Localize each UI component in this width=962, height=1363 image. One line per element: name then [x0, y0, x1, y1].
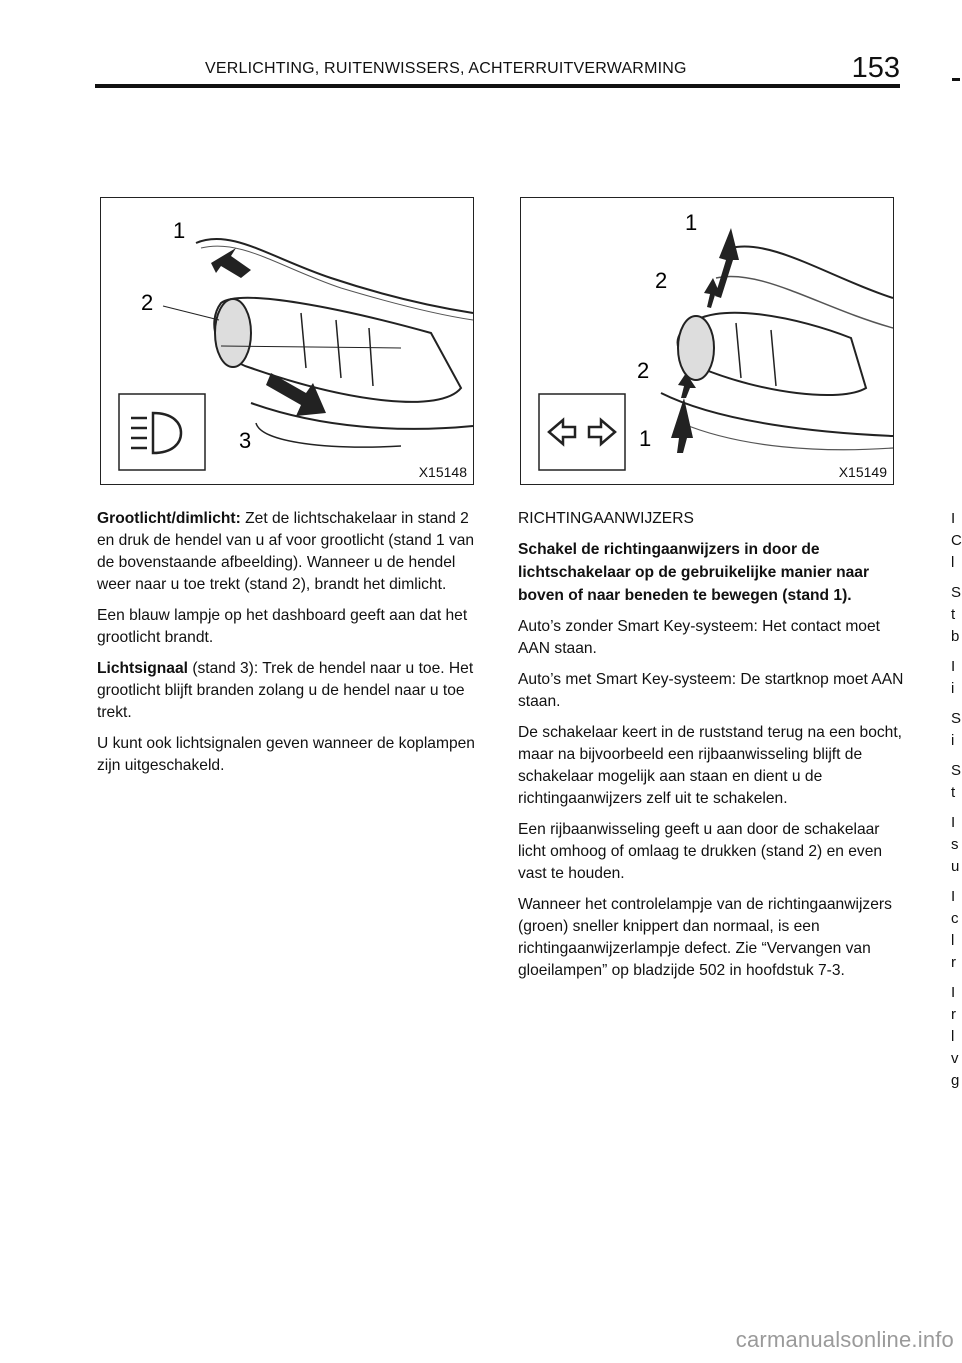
- label-2: 2: [141, 290, 154, 315]
- edge-mark: [952, 78, 960, 81]
- figure-code: X15149: [838, 464, 887, 480]
- lever-illustration: [101, 198, 475, 486]
- blue-indicator-paragraph: Een blauw lampje op het dashboard geeft aan dat het grootlicht brandt.: [97, 607, 468, 646]
- flash-off-paragraph: U kunt ook lichtsignalen geven wanneer de koplampen zijn uitgeschakeld.: [97, 735, 475, 774]
- right-column: [518, 508, 904, 991]
- adjacent-page-fragment: I C l S t b I i S i S t I s u I c l r I r l v g: [951, 510, 962, 1089]
- high-low-beam-paragraph: Grootlicht/dimlicht: Zet de lichtschakelaar in stand 2 en druk de hendel van u af voor grootlicht (stand 1 van de bovenstaande afbeelding). Wanneer u de hendel weer naar u toe trekt (stand 2), brandt het dimlicht.: [97, 510, 475, 593]
- high-low-beam-heading: Grootlicht/dimlicht:: [97, 510, 241, 527]
- header-rule: [95, 84, 900, 88]
- label-2-bottom: 2: [637, 358, 650, 383]
- with-smart-key: Auto’s met Smart Key-systeem: De startknop moet AAN staan.: [518, 671, 904, 710]
- label-3: 3: [239, 428, 252, 453]
- label-1-bottom: 1: [639, 426, 652, 451]
- lever-illustration: [521, 198, 895, 486]
- lane-change-paragraph: Een rijbaanwisseling geeft u aan door de schakelaar licht omhoog of omlaag te drukken (stand 2) en even vast te houden.: [518, 821, 883, 882]
- fast-blink-paragraph: Wanneer het controlelampje van de richtingaanwijzers (groen) sneller knippert dan normaal, is een richtingaanwijzerlampje defect. Zie “Vervangen van gloeilampen” op bladzijde 502 in hoofdstuk 7-3.: [518, 896, 892, 979]
- flash-paragraph: Lichtsignaal (stand 3): Trek de hendel naar u toe. Het grootlicht blijft branden zolang u de hendel naar u toe trekt.: [97, 660, 474, 721]
- figure-high-beam: [100, 197, 474, 485]
- watermark-footer: carmanualsonline.info: [735, 1327, 954, 1352]
- figure-turn-signal: [520, 197, 894, 485]
- page-number: 153: [851, 52, 900, 84]
- without-smart-key: Auto’s zonder Smart Key-systeem: Het contact moet AAN staan.: [518, 618, 880, 657]
- label-1: 1: [173, 218, 186, 243]
- flash-heading: Lichtsignaal: [97, 660, 188, 677]
- label-2-top: 2: [655, 268, 668, 293]
- page-header: [95, 52, 900, 90]
- label-1-top: 1: [685, 210, 698, 235]
- left-column: [97, 508, 481, 786]
- instruction: Schakel de richtingaanwijzers in door de lichtschakelaar op de gebruikelijke manier naar boven of naar beneden te bewegen (stand 1).: [518, 541, 870, 604]
- return-paragraph: De schakelaar keert in de ruststand terug na een bocht, maar na bijvoorbeeld een rijbaanwisseling blijft de schakelaar mogelijk aan staan en dient u de richtingaanwijzers zelf uit te schakelen.: [518, 724, 903, 807]
- figure-code: X15148: [418, 464, 467, 480]
- chapter-title: VERLICHTING, RUITENWISSERS, ACHTERRUITVERWARMING: [205, 60, 687, 77]
- section-heading: RICHTINGAANWIJZERS: [518, 510, 694, 527]
